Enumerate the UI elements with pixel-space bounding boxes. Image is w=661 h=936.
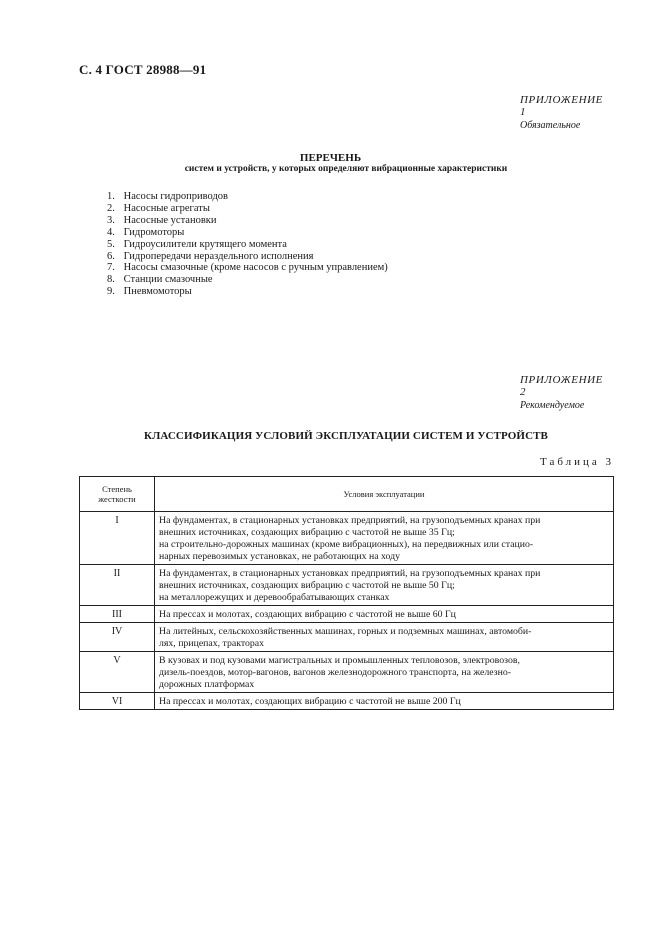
list-item-text: Гидромоторы xyxy=(123,226,185,238)
list-item-text: Гидропередачи нераздельного исполнения xyxy=(123,250,314,262)
appendix-2-title: ПРИЛОЖЕНИЕ 2 xyxy=(520,374,603,398)
conditions-cell xyxy=(155,565,614,606)
table-row xyxy=(80,565,614,606)
degree-cell: II xyxy=(80,565,155,606)
list-item-number: 3. xyxy=(107,214,115,226)
list-item xyxy=(107,262,388,274)
conditions-text-line: внешних источниках, создающих вибрацию с частотой не выше 50 Гц; xyxy=(159,580,455,591)
list-item-number: 7. xyxy=(107,262,115,274)
degree-cell: I xyxy=(80,512,155,565)
list-item xyxy=(107,286,388,298)
table-row xyxy=(80,623,614,652)
conditions-cell xyxy=(155,693,614,710)
degree-cell: IV xyxy=(80,623,155,652)
list-item-text: Станции смазочные xyxy=(123,274,213,286)
list-item-text: Насосные установки xyxy=(123,214,217,226)
appendix-1-title: ПРИЛОЖЕНИЕ 1 xyxy=(520,94,603,118)
list-item xyxy=(107,239,388,251)
list-item-text: Насосы гидроприводов xyxy=(123,191,229,202)
table-header-row xyxy=(80,477,614,512)
degree-cell: VI xyxy=(80,693,155,710)
degree-header-line: Степень xyxy=(102,484,132,494)
conditions-text-line: на строительно-дорожных машинах (кроме вибрационных), на передвижных или стацио- xyxy=(159,539,534,550)
list-item-number: 9. xyxy=(107,286,115,298)
conditions-text-line: нарных перевозимых установках, не работающих на ходу xyxy=(159,551,401,562)
list-item xyxy=(107,215,388,227)
conditions-text-line: На фундаментах, в стационарных установках предприятий, на грузоподъемных кранах при xyxy=(159,515,541,526)
table-row xyxy=(80,693,614,710)
list-item-text: Гидроусилители крутящего момента xyxy=(123,238,287,250)
degree-column-header xyxy=(80,477,155,512)
list-item-text: Насосные агрегаты xyxy=(123,202,210,214)
list-item-text: Пневмомоторы xyxy=(123,286,192,298)
table-body xyxy=(80,512,614,710)
appendix-1-label xyxy=(520,94,605,131)
conditions-cell xyxy=(155,623,614,652)
conditions-text-line: на металлорежущих и деревообрабатывающих станках xyxy=(159,592,390,603)
table-row xyxy=(80,652,614,693)
conditions-text-line: На прессах и молотах, создающих вибрацию с частотой не выше 60 Гц xyxy=(159,609,456,620)
list-item-number: 5. xyxy=(107,238,115,250)
appendix-2-label xyxy=(520,374,605,411)
conditions-cell xyxy=(155,652,614,693)
conditions-text-line: дорожных платформах xyxy=(159,679,255,690)
list-item xyxy=(107,191,388,203)
conditions-cell xyxy=(155,512,614,565)
conditions-text-line: В кузовах и под кузовами магистральных и промышленных тепловозов, электровозов, xyxy=(159,655,520,666)
list-item xyxy=(107,203,388,215)
conditions-text-line: На литейных, сельскохозяйственных машинах, горных и подземных машинах, автомоби- xyxy=(159,626,532,637)
list-item-number: 2. xyxy=(107,202,115,214)
conditions-text-line: внешних источниках, создающих вибрацию с частотой не выше 35 Гц; xyxy=(159,527,455,538)
conditions-text-line: На прессах и молотах, создающих вибрацию с частотой не выше 200 Гц xyxy=(159,696,461,707)
list-item-number: 4. xyxy=(107,226,115,238)
systems-list xyxy=(107,191,388,298)
conditions-text-line: На фундаментах, в стационарных установках предприятий, на грузоподъемных кранах при xyxy=(159,568,541,579)
degree-cell: V xyxy=(80,652,155,693)
conditions-cell xyxy=(155,606,614,623)
list-item xyxy=(107,274,388,286)
list-title: ПЕРЕЧЕНЬ xyxy=(299,152,362,164)
table-row xyxy=(80,512,614,565)
appendix-2-status: Рекомендуемое xyxy=(520,400,585,411)
conditions-text-line: дизель-поездов, мотор-вагонов, вагонов железнодорожного транспорта, на железно- xyxy=(159,667,511,678)
list-item-number: 8. xyxy=(107,274,115,286)
conditions-column-header: Условия эксплуатации xyxy=(155,477,614,512)
list-item-number: 1. xyxy=(107,191,115,202)
list-subtitle: систем и устройств, у которых определяют вибрационные характеристики xyxy=(184,164,508,174)
page-header: С. 4 ГОСТ 28988—91 xyxy=(79,62,207,77)
conditions-text-line: лях, прицепах, тракторах xyxy=(159,638,265,649)
list-item-number: 6. xyxy=(107,250,115,262)
list-item-text: Насосы смазочные (кроме насосов с ручным управлением) xyxy=(123,262,388,274)
list-item xyxy=(107,227,388,239)
table-row xyxy=(80,606,614,623)
degree-cell: III xyxy=(80,606,155,623)
appendix-1-status: Обязательное xyxy=(520,120,581,131)
table-caption: Таблица 3 xyxy=(540,456,615,468)
classification-title: КЛАССИФИКАЦИЯ УСЛОВИЙ ЭКСПЛУАТАЦИИ СИСТЕМ И УСТРОЙСТВ xyxy=(144,430,548,442)
list-item xyxy=(107,251,388,263)
degree-header-line: жесткости xyxy=(98,494,136,504)
conditions-table xyxy=(79,476,614,710)
